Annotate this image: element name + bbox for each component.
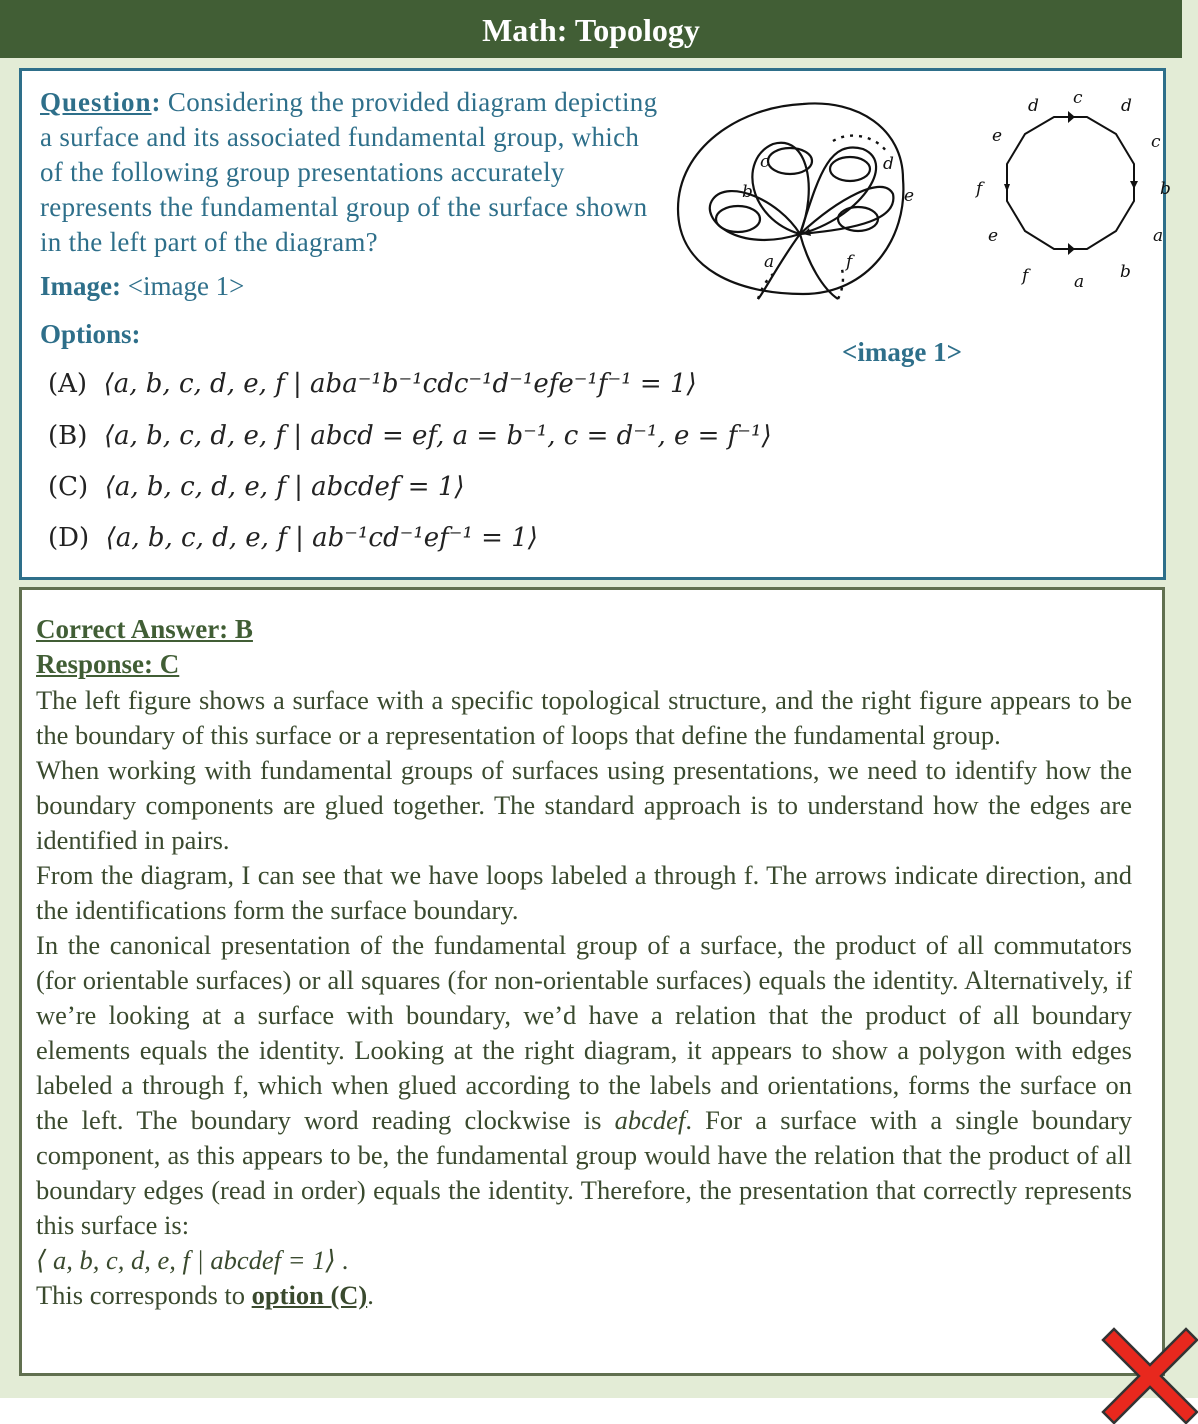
- loop-b: [710, 191, 800, 240]
- paragraph-text: .: [367, 1280, 374, 1310]
- diagram-label: b: [742, 182, 753, 202]
- option-letter: (A): [48, 369, 88, 399]
- correct-answer: Correct Answer: B: [36, 614, 253, 644]
- edge-arrow: [1068, 243, 1075, 255]
- option-text: ⟨a, b, c, d, e, f | aba⁻¹b⁻¹cdc⁻¹d⁻¹efe⁻¹f⁻¹ = 1⟩: [103, 369, 697, 399]
- topology-diagram: [668, 88, 1171, 309]
- question-body: Considering the provided diagram depicting a surface and its associated fundamental group, which of the following group presentations accurately represents the fundamental group of the surface shown in the left part of the diagram?: [40, 87, 658, 257]
- image-reference-line: [40, 271, 244, 302]
- chosen-option: option (C): [251, 1280, 368, 1310]
- option-letter: (B): [48, 421, 88, 451]
- hole: [716, 206, 760, 232]
- surface-outline: [678, 103, 903, 294]
- polygon-label: f: [976, 179, 983, 199]
- question-text-block: [40, 85, 660, 260]
- formula: ⟨ a, b, c, d, e, f | abcdef = 1⟩ .: [36, 1245, 349, 1275]
- hole: [768, 148, 812, 174]
- response-paragraph: [36, 928, 1132, 1278]
- diagram-label: d: [883, 154, 894, 174]
- image-caption: <image 1>: [842, 337, 962, 367]
- polygon-label: e: [992, 126, 1003, 146]
- polygon-label: a: [1153, 226, 1164, 246]
- polygon-label: c: [1151, 132, 1161, 152]
- polygon-label: f: [1022, 266, 1029, 286]
- edge-arrow: [1004, 184, 1010, 192]
- image-label: Image:: [40, 271, 121, 301]
- identification-polygon: [1007, 117, 1134, 249]
- polygon-label: c: [1073, 88, 1083, 108]
- question-panel: [19, 68, 1171, 580]
- option-b: [48, 421, 772, 451]
- diagram-label: c: [760, 152, 770, 172]
- question-colon: :: [151, 87, 161, 117]
- polygon-label: b: [1120, 262, 1131, 282]
- polygon-label: b: [1160, 179, 1171, 199]
- polygon-label: a: [1074, 272, 1085, 292]
- question-label: Question: [40, 87, 152, 117]
- diagram-label: e: [904, 186, 915, 206]
- response-paragraph: [36, 1278, 1132, 1313]
- option-a: [48, 369, 697, 399]
- option-text: ⟨a, b, c, d, e, f | ab⁻¹cd⁻¹ef⁻¹ = 1⟩: [105, 523, 538, 553]
- paragraph-text: This corresponds to: [36, 1280, 246, 1310]
- model-response: Response: C: [36, 649, 180, 679]
- wrong-answer-x-icon: [1104, 1330, 1196, 1422]
- paragraph-text: In the canonical presentation of the fundamental group of a surface, the product of all commutators (for orientable surfaces) or all squares (for non-orientable surfaces) equals the identity. Alternatively, if we’re looking at a surface with boundary, we’d have a relation that the product of all boundary elements equals the identity. Looking at the right diagram, it appears to show a polygon with edges labeled a through f, which when glued according to the labels and orientations, forms the surface on the left. The boundary word reading clockwise is: [36, 930, 1132, 1135]
- option-text: ⟨a, b, c, d, e, f | abcd = ef, a = b⁻¹, c = d⁻¹, e = f⁻¹⟩: [103, 421, 772, 451]
- response-paragraph: When working with fundamental groups of surfaces using presentations, we need to identify how the boundary components are glued together. The standard approach is to understand how the edges are identified in pairs.: [36, 755, 1132, 855]
- polygon-label: d: [1121, 96, 1132, 116]
- option-c: [48, 472, 465, 502]
- page-title: Math: Topology: [0, 0, 1182, 58]
- paragraph-text: . For a surface with a single boundary component, as this appears to be, the fundamental group would have the relation that the product of all boundary edges (read in order) equals the identity. Therefore, the presentation that correctly represents this surface is:: [36, 1105, 1132, 1240]
- hole: [838, 207, 878, 231]
- hole: [830, 157, 870, 181]
- options-label: Options:: [40, 319, 141, 349]
- diagram-label: f: [846, 252, 853, 272]
- response-paragraph: From the diagram, I can see that we have loops labeled a through f. The arrows indicate direction, and the identifications form the surface boundary.: [36, 860, 1132, 925]
- polygon-label: e: [988, 226, 999, 246]
- boundary-word: abcdef: [614, 1105, 686, 1135]
- image-ref: <image 1>: [127, 271, 245, 301]
- edge-arrow: [1130, 181, 1138, 189]
- response-paragraph: The left figure shows a surface with a specific topological structure, and the right figure appears to be the boundary of this surface or a representation of loops that define the fundamental group.: [36, 685, 1132, 750]
- dashed-loop: [838, 269, 843, 299]
- diagram-label: a: [764, 252, 775, 272]
- option-letter: (D): [48, 523, 90, 553]
- answer-panel: [19, 587, 1165, 1376]
- option-d: [48, 523, 538, 553]
- polygon-label: d: [1028, 96, 1039, 116]
- option-text: ⟨a, b, c, d, e, f | abcdef = 1⟩: [104, 472, 465, 502]
- response-explanation: [36, 683, 1132, 1313]
- edge-arrow: [1068, 111, 1075, 123]
- option-letter: (C): [48, 472, 89, 502]
